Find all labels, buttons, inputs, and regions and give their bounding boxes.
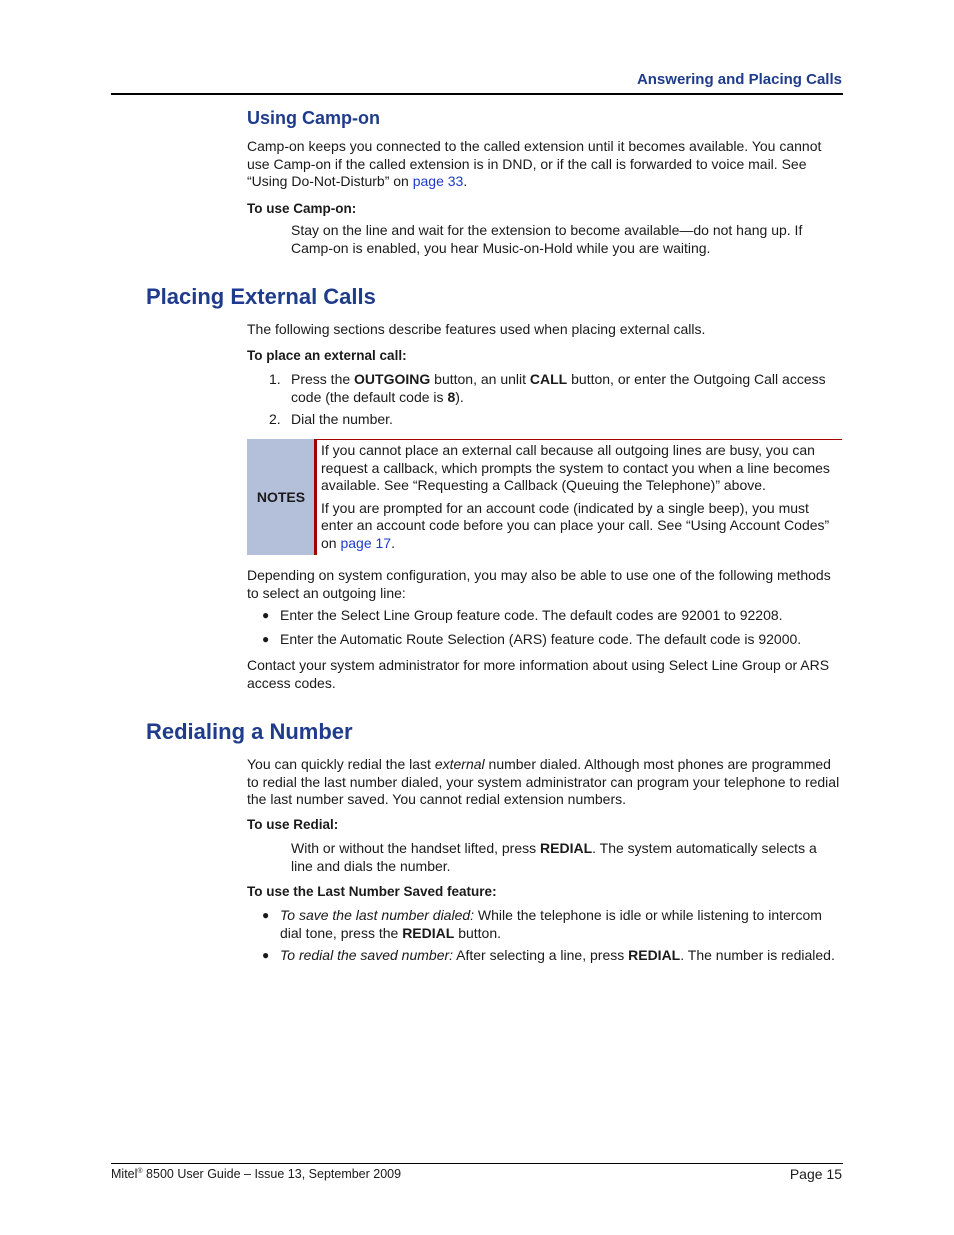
- step-text: Press the OUTGOING button, an unlit CALL button, or enter the Outgoing Call access code (the default code is 8).: [291, 371, 826, 405]
- notes-top-rule: [247, 439, 842, 440]
- redial-step: With or without the handset lifted, press REDIAL. The system automatically selects a line and dials the number.: [291, 840, 817, 874]
- camp-on-intro: [247, 138, 839, 191]
- camp-on-intro-text: Camp-on keeps you connected to the called extension until it becomes available. You cannot use Camp-on if the called extension is in DND, or if the call is forwarded to voice mail. See “Using Do-Not-Disturb” on: [247, 138, 822, 189]
- camp-on-step: Stay on the line and wait for the extension to become available—do not hang up. If Camp-on is enabled, you hear Music-on-Hold while you are waiting.: [291, 222, 803, 256]
- methods-intro: Depending on system configuration, you may also be able to use one of the following methods to select an outgoing line:: [247, 567, 831, 601]
- bullet-item: ● To redial the saved number: After selecting a line, press REDIAL. The number is redialed.: [262, 947, 835, 963]
- redial-intro: You can quickly redial the last external number dialed. Although most phones are programmed to redial the last number dialed, your system administrator can program your telephone to redial the last number saved. You cannot redial extension numbers.: [247, 756, 840, 807]
- note-account-code: If you are prompted for an account code (indicated by a single beep), you must enter an account code before you can place your call. See “Using Account Codes” on page 17.: [321, 499, 830, 551]
- bullet-icon: ●: [262, 908, 270, 922]
- camp-on-procedure-label: To use Camp-on:: [247, 201, 357, 216]
- notes-content: [321, 442, 841, 552]
- bullet-icon: ●: [262, 608, 270, 622]
- redial-heading: Redialing a Number: [146, 719, 353, 744]
- bullet-icon: ●: [262, 948, 270, 962]
- last-number-saved-label: To use the Last Number Saved feature:: [247, 884, 497, 899]
- page-number: Page 15: [789, 1166, 842, 1182]
- bullet-icon: ●: [262, 632, 270, 646]
- footer-guide-title: Mitel® 8500 User Guide – Issue 13, September 2009: [111, 1167, 402, 1181]
- outgoing-button-name: OUTGOING: [354, 371, 431, 387]
- step-text: Dial the number.: [291, 411, 393, 427]
- redial-procedure-label: To use Redial:: [247, 817, 339, 832]
- external-calls-heading: Placing External Calls: [146, 284, 376, 309]
- bullet-item: ● Enter the Select Line Group feature code. The default codes are 92001 to 92208.: [262, 607, 783, 623]
- notes-divider: [314, 439, 317, 555]
- page-17-link[interactable]: page 17: [340, 534, 392, 551]
- call-button-name: CALL: [529, 371, 568, 387]
- footer-rule: [111, 1163, 843, 1164]
- page-33-link[interactable]: page 33: [412, 173, 464, 189]
- header-rule: [111, 93, 843, 95]
- external-intro: The following sections describe features used when placing external calls.: [247, 321, 706, 337]
- running-header-title: Answering and Placing Calls: [636, 71, 842, 88]
- notes-box: [247, 439, 842, 555]
- note-callback: If you cannot place an external call because all outgoing lines are busy, you can request a callback, which prompts the system to contact you when a line becomes available. See “Requesting a Callback (Queuing the Telephone)” above.: [321, 442, 830, 493]
- camp-on-heading: Using Camp-on: [247, 108, 380, 128]
- contact-admin-text: Contact your system administrator for more information about using Select Line Group or ARS access codes.: [247, 657, 830, 691]
- redial-button-name: REDIAL: [540, 840, 593, 856]
- notes-label: NOTES: [247, 439, 315, 555]
- external-procedure-label: To place an external call:: [247, 348, 407, 363]
- step-number: 1.: [269, 371, 281, 387]
- step-number: 2.: [269, 411, 281, 427]
- camp-on-intro-end: .: [463, 173, 468, 189]
- external-step-2: [269, 411, 839, 429]
- external-step-1: [269, 371, 839, 406]
- default-code: 8: [447, 388, 456, 405]
- bullet-item: ● To save the last number dialed: While the telephone is idle or while listening to intercom dial tone, press the REDIAL button.: [262, 907, 822, 941]
- bullet-item: ● Enter the Automatic Route Selection (ARS) feature code. The default code is 92000.: [262, 631, 802, 647]
